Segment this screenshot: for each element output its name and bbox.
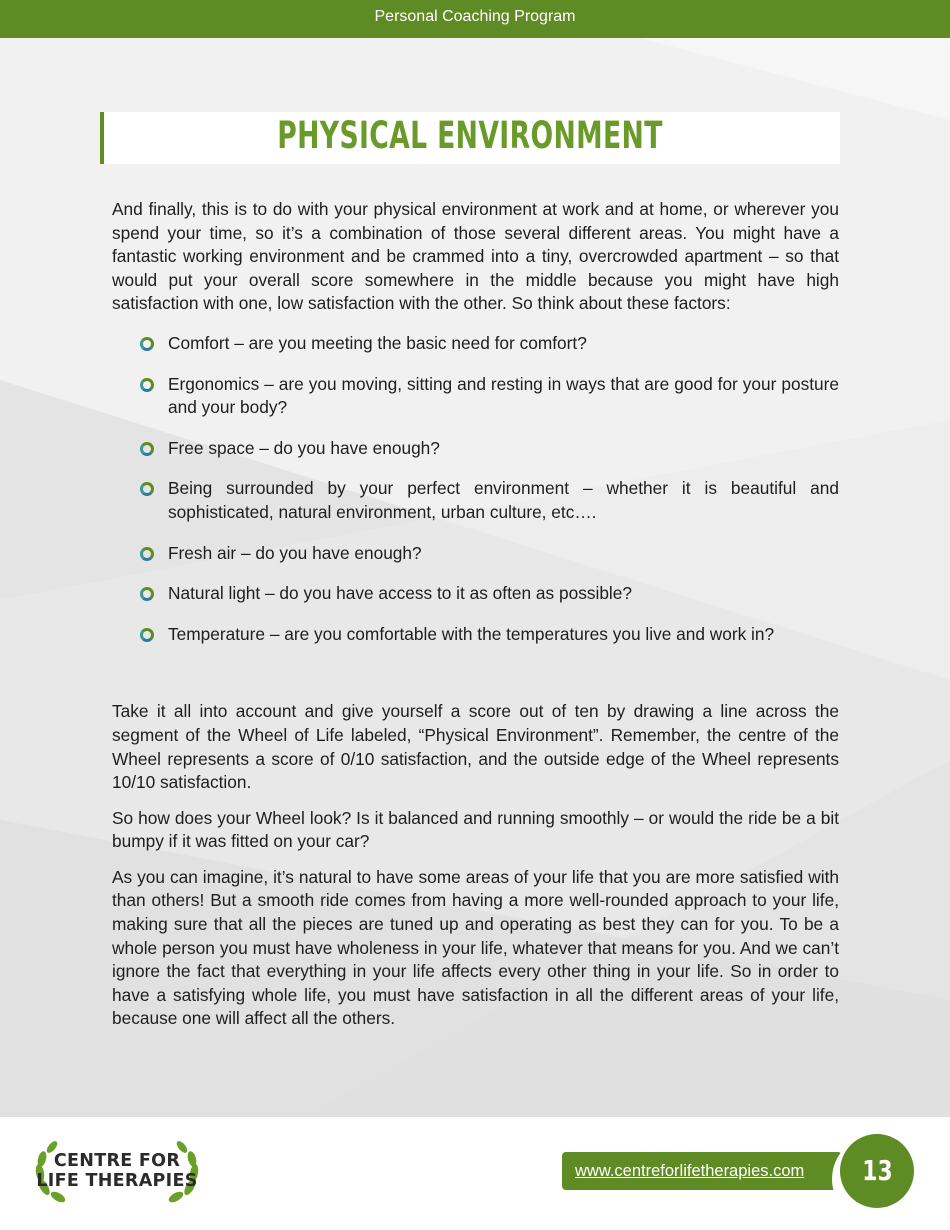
ring-bullet-icon — [140, 482, 154, 496]
list-item: Comfort – are you meeting the basic need for comfort? — [138, 332, 839, 356]
website-link[interactable]: www.centreforlifetherapies.com — [562, 1152, 842, 1190]
section-title: PHYSICAL ENVIRONMENT — [277, 114, 663, 157]
logo-text-line1: CENTRE FOR — [53, 1151, 181, 1171]
ring-bullet-icon — [140, 628, 154, 642]
list-item: Being surrounded by your perfect environment – whether it is beautiful and sophisticated, natural environment, urban culture, etc…. — [138, 477, 839, 524]
intro-paragraph: And finally, this is to do with your physical environment at work and at home, or wherever you spend your time, so it’s a combination of those several different areas. You might have a fantastic working environment and be crammed into a tiny, overcrowded apartment – so that would put your overall score somewhere in the middle because you might have high satisfaction with one, low satisfaction with the other. So think about these factors: — [112, 199, 839, 314]
header-title: Personal Coaching Program — [374, 8, 576, 25]
list-item: Ergonomics – are you moving, sitting and resting in ways that are good for your posture and your body? — [138, 373, 839, 420]
ring-bullet-icon — [140, 442, 154, 456]
list-item: Natural light – do you have access to it as often as possible? — [138, 582, 839, 606]
ring-bullet-icon — [140, 337, 154, 351]
footer — [0, 1117, 950, 1230]
wheel-question-paragraph: So how does your Wheel look? Is it balanced and running smoothly – or would the ride be a bit bumpy if it was fitted on your car? — [112, 807, 839, 852]
ring-bullet-icon — [140, 378, 154, 392]
company-logo — [32, 1137, 202, 1207]
balance-paragraph: As you can imagine, it’s natural to have some areas of your life that you are more satisfied with than others! But a smooth ride comes from having a more well-rounded approach to your life, making sure that all the pieces are tuned up and operating as best they can for you. To be a whole person you must have wholeness in your life, whatever that means for you. And we can’t ignore the fact that everything in your life affects every other thing in your life. So in order to have a satisfying whole life, you must have satisfaction in all the different areas of your life, because one will affect all the others. — [112, 866, 839, 1029]
list-item: Fresh air – do you have enough? — [138, 542, 839, 566]
list-item: Free space – do you have enough? — [138, 437, 839, 461]
page-number-badge — [840, 1134, 914, 1208]
list-item: Temperature – are you comfortable with the temperatures you live and work in? — [138, 623, 839, 647]
page-number: 13 — [861, 1154, 893, 1187]
score-paragraph: Take it all into account and give yourself a score out of ten by drawing a line across the segment of the Wheel of Life labeled, “Physical Environment”. Remember, the centre of the Wheel represents a score of 0/10 satisfaction, and the outside edge of the Wheel represents 10/10 satisfaction. — [112, 701, 839, 793]
title-accent-bar — [100, 112, 104, 164]
section-title-box — [100, 112, 840, 164]
main-content — [112, 198, 839, 1031]
ring-bullet-icon — [140, 587, 154, 601]
factors-list — [138, 332, 839, 646]
ring-bullet-icon — [140, 547, 154, 561]
logo-text-line2: LIFE THERAPIES — [36, 1171, 198, 1191]
header-bar — [0, 0, 950, 38]
